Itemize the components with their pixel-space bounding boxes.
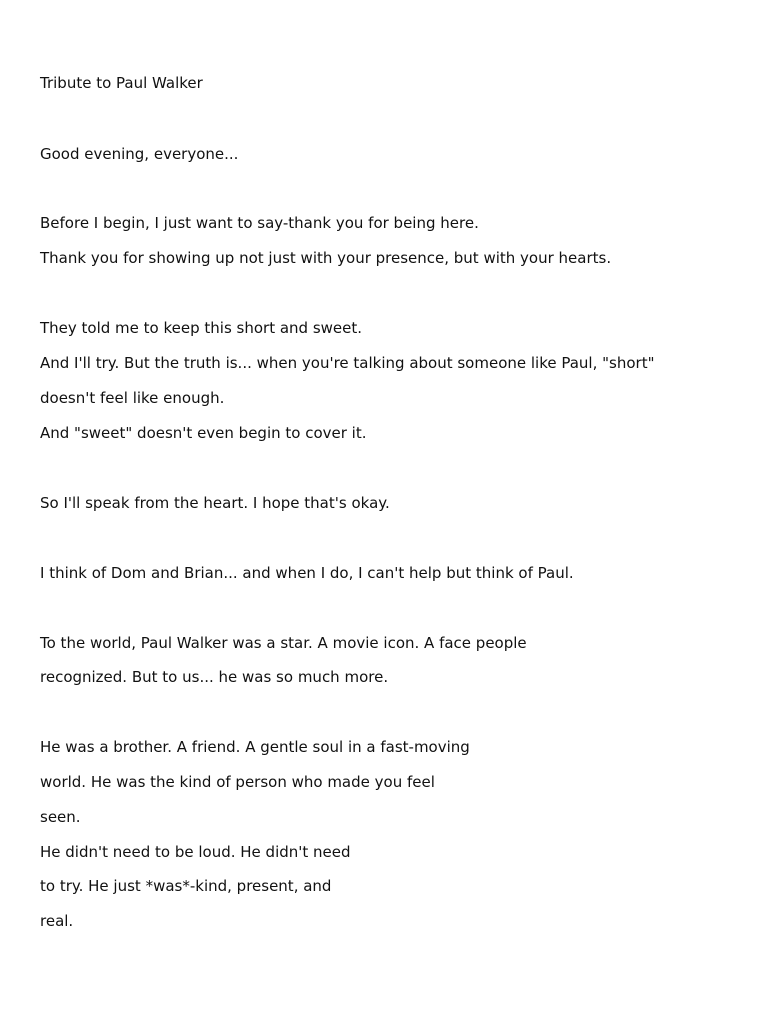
text-line: So I'll speak from the heart. I hope that's okay. [40,494,390,512]
text-line: to try. He just *was*-kind, present, and [40,877,332,895]
text-line: They told me to keep this short and sweet. [40,319,363,337]
text-line: Good evening, everyone... [40,145,239,163]
text-line: Thank you for showing up not just with your presence, but with your hearts. [40,249,612,267]
text-line: And "sweet" doesn't even begin to cover it. [40,424,367,442]
text-line: real. [40,912,74,930]
text-line: I think of Dom and Brian... and when I do, I can't help but think of Paul. [40,564,574,582]
text-line: He didn't need to be loud. He didn't need [40,843,351,861]
text-line: And I'll try. But the truth is... when you're talking about someone like Paul, "short" [40,354,655,372]
text-line: world. He was the kind of person who made you feel [40,773,435,791]
text-line: recognized. But to us... he was so much more. [40,668,389,686]
text-line: doesn't feel like enough. [40,389,225,407]
text-line: Before I begin, I just want to say-thank you for being here. [40,214,479,232]
text-line: He was a brother. A friend. A gentle soul in a fast-moving [40,738,470,756]
document-title: Tribute to Paul Walker [40,74,203,92]
text-line: seen. [40,808,81,826]
text-line: To the world, Paul Walker was a star. A movie icon. A face people [40,634,527,652]
